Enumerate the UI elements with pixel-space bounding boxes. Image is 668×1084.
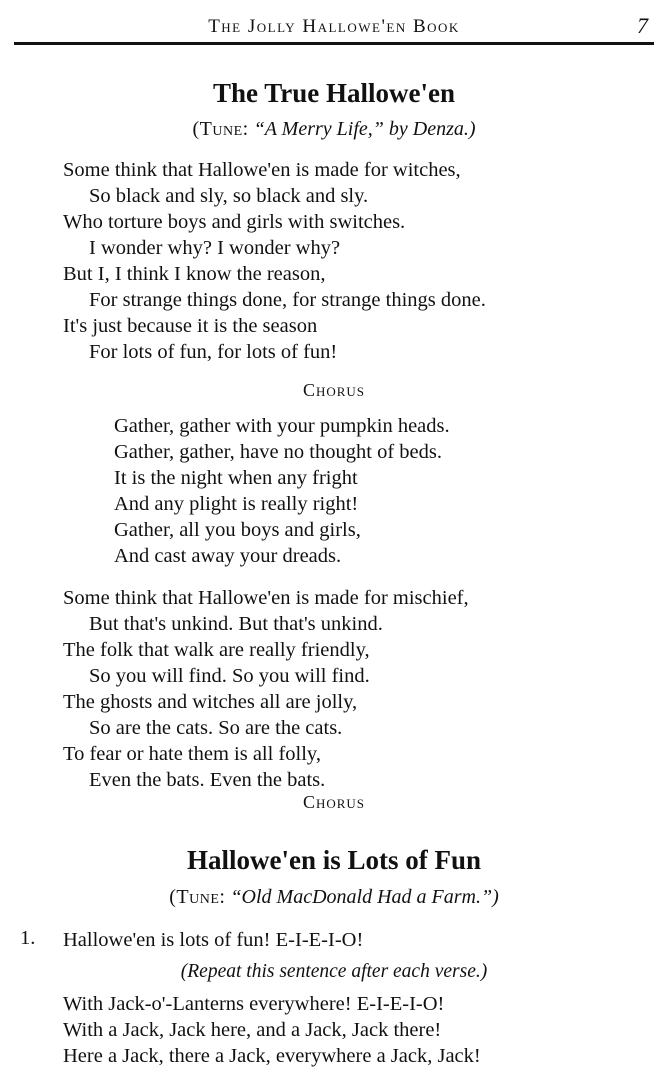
running-head xyxy=(14,8,654,45)
song2-tune-prefix: (Tune: xyxy=(169,886,226,908)
verse-line: Here a Jack, there a Jack, everywhere a Jack, Jack! xyxy=(63,1045,481,1067)
chorus-line: It is the night when any fright xyxy=(114,467,358,489)
verse-number: 1. xyxy=(20,927,36,949)
verse-line: The ghosts and witches all are jolly, xyxy=(63,691,358,713)
verse-line: But I, I think I know the reason, xyxy=(63,263,326,285)
page-number: 7 xyxy=(637,13,648,38)
song1-tune-suffix: by Denza.) xyxy=(388,118,476,140)
verse-line: So you will find. So you will find. xyxy=(89,665,370,687)
song1-tune xyxy=(0,118,668,141)
chorus-line: Gather, gather with your pumpkin heads. xyxy=(114,415,450,437)
song2-tune xyxy=(0,886,668,909)
verse-line: Some think that Hallowe'en is made for mischief, xyxy=(63,587,469,609)
verse-line: Who torture boys and girls with switches. xyxy=(63,211,406,233)
verse-line: To fear or hate them is all folly, xyxy=(63,743,321,765)
chorus-line: And any plight is really right! xyxy=(114,493,359,515)
verse-line: For lots of fun, for lots of fun! xyxy=(89,341,338,363)
repeat-note: (Repeat this sentence after each verse.) xyxy=(180,961,488,982)
song-title-lots-of-fun: Hallowe'en is Lots of Fun xyxy=(186,845,482,875)
verse-line: The folk that walk are really friendly, xyxy=(63,639,370,661)
chorus-line: Gather, all you boys and girls, xyxy=(114,519,361,541)
verse-line: Some think that Hallowe'en is made for witches, xyxy=(63,159,461,181)
chorus-label: Chorus xyxy=(302,380,366,400)
chorus-line: Gather, gather, have no thought of beds. xyxy=(114,441,442,463)
verse-line: With a Jack, Jack here, and a Jack, Jack there! xyxy=(63,1019,442,1041)
song1-verse-1 xyxy=(63,157,486,365)
verse-line: I wonder why? I wonder why? xyxy=(89,237,341,259)
chorus-line: And cast away your dreads. xyxy=(114,545,342,567)
song2-tune-name: “Old MacDonald Had a Farm.”) xyxy=(230,886,499,908)
verse-line: Hallowe'en is lots of fun! E-I-E-I-O! xyxy=(63,929,364,951)
verse-line: Even the bats. Even the bats. xyxy=(89,769,326,791)
song1-tune-prefix: (Tune: xyxy=(192,118,249,140)
verse-line: But that's unkind. But that's unkind. xyxy=(89,613,383,635)
song2-verse-1 xyxy=(63,991,481,1069)
verse-line: With Jack-o'-Lanterns everywhere! E-I-E-I-O! xyxy=(63,993,445,1015)
verse-line: For strange things done, for strange things done. xyxy=(89,289,486,311)
song2-first-line xyxy=(63,927,363,953)
verse-line: So are the cats. So are the cats. xyxy=(89,717,343,739)
running-title: The Jolly Hallowe'en Book xyxy=(208,16,460,37)
song-title-true-halloween: The True Hallowe'en xyxy=(213,78,455,108)
song1-chorus xyxy=(114,413,450,569)
song1-verse-2 xyxy=(63,585,469,793)
verse-line: It's just because it is the season xyxy=(63,315,318,337)
song1-tune-name: “A Merry Life,” xyxy=(253,118,384,140)
verse-line: So black and sly, so black and sly. xyxy=(89,185,369,207)
chorus-label-repeat: Chorus xyxy=(302,792,366,812)
